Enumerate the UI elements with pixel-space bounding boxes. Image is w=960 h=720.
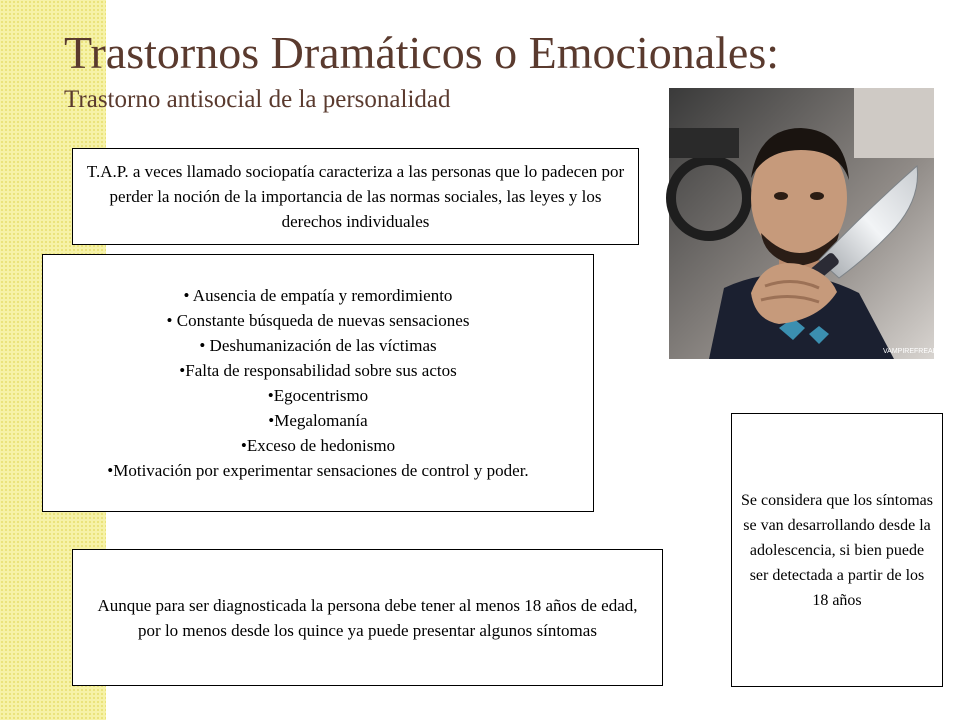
trait-item: •Falta de responsabilidad sobre sus actos bbox=[179, 361, 457, 380]
age-note-box bbox=[72, 549, 663, 686]
side-note-text: Se considera que los síntomas se van desarrollando desde la adolescencia, si bien puede ser detectada a partir de los 18 años bbox=[741, 491, 933, 609]
photo-watermark: VAMPIREFREAKS.COM bbox=[883, 348, 960, 355]
trait-item: • Constante búsqueda de nuevas sensaciones bbox=[166, 311, 470, 330]
trait-item: • Deshumanización de las víctimas bbox=[199, 336, 437, 355]
trait-item: •Motivación por experimentar sensaciones de control y poder. bbox=[107, 461, 529, 480]
traits-list bbox=[107, 283, 528, 483]
age-note-text: Aunque para ser diagnosticada la persona debe tener al menos 18 años de edad, por lo menos desde los quince ya puede presentar algunos síntomas bbox=[97, 595, 638, 640]
trait-item: •Egocentrismo bbox=[267, 386, 369, 405]
slide-subtitle: Trastorno antisocial de la personalidad bbox=[64, 86, 451, 113]
trait-item: •Exceso de hedonismo bbox=[240, 436, 396, 455]
photo-illustration bbox=[669, 88, 960, 359]
trait-item: • Ausencia de empatía y remordimiento bbox=[183, 286, 453, 305]
definition-box bbox=[72, 148, 639, 245]
traits-box bbox=[42, 254, 594, 512]
trait-item: •Megalomanía bbox=[268, 411, 368, 430]
side-note-box bbox=[731, 413, 943, 687]
slide-title: Trastornos Dramáticos o Emocionales: bbox=[64, 27, 780, 78]
definition-text: T.A.P. a veces llamado sociopatía caracteriza a las personas que lo padecen por perder la noción de la importancia de las normas sociales, las leyes y los derechos individuales bbox=[86, 162, 625, 231]
man-with-knife-photo bbox=[669, 88, 960, 359]
